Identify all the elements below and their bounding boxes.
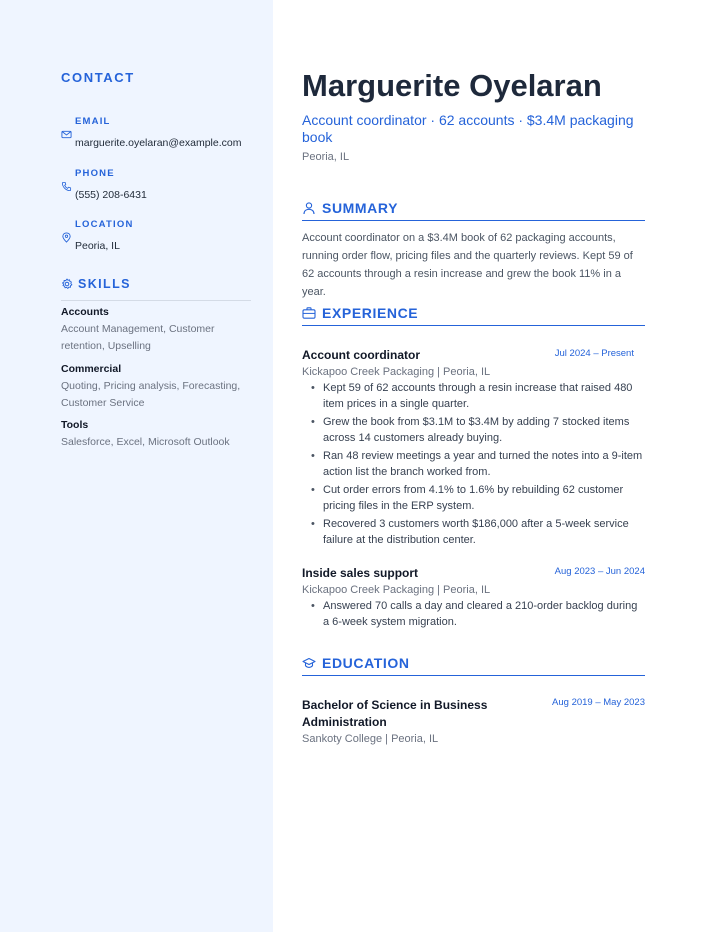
header-location: Peoria, IL (302, 151, 350, 163)
phone-value[interactable]: (555) 208-6431 (75, 189, 147, 201)
skills-heading: SKILLS (78, 277, 131, 291)
job-title: Inside sales support (302, 566, 419, 580)
education-heading: EDUCATION (322, 655, 410, 671)
education-dates: Aug 2019 – May 2023 (552, 697, 645, 708)
summary-text: Account coordinator on a $3.4M book of 62 packaging accounts, running order flow, pricing files and the quarterly reviews. Kept 59 of 62 accounts through a resin increase and grew the book 11% in a year. (302, 232, 633, 298)
experience-heading: EXPERIENCE (322, 305, 419, 321)
summary-header (302, 200, 645, 221)
skill-group-items: Quoting, Pricing analysis, Forecasting, Customer Service (61, 380, 241, 409)
candidate-name: Marguerite Oyelaran (302, 68, 602, 103)
job-dates: Aug 2023 – Jun 2024 (554, 566, 645, 577)
experience-header (302, 305, 645, 326)
degree: Bachelor of Science in Business Administration (302, 698, 488, 729)
location-value: Peoria, IL (75, 240, 120, 252)
gear-icon (61, 278, 73, 290)
briefcase-icon (302, 306, 316, 320)
job-bullet: • Recovered 3 customers worth $186,000 after a 5-week service failure at the distribution center. (302, 516, 645, 548)
graduation-cap-icon (302, 656, 316, 670)
job-title: Account coordinator (302, 348, 421, 362)
skill-group-title: Commercial (61, 363, 122, 375)
job-bullet: • Cut order errors from 4.1% to 1.6% by rebuilding 62 customer pricing files in the ERP system. (302, 482, 645, 514)
skill-group-title: Accounts (61, 306, 109, 318)
job-bullet: • Grew the book from $3.1M to $3.4M by adding 7 stocked items across 14 customers already buying. (302, 414, 645, 446)
location-label: LOCATION (75, 219, 134, 230)
education-header (302, 655, 645, 676)
sidebar (0, 0, 273, 932)
job-bullet: • Kept 59 of 62 accounts through a resin increase that raised 480 item prices in a single quarter. (302, 380, 645, 412)
job-bullet: • Ran 48 review meetings a year and turned the notes into a 9-item action list the branch worked from. (302, 448, 645, 480)
education-org: Sankoty College | Peoria, IL (302, 733, 439, 745)
skill-group-accounts (61, 306, 251, 354)
job-org: Kickapoo Creek Packaging | Peoria, IL (302, 584, 491, 596)
phone-icon (61, 181, 72, 192)
email-label: EMAIL (75, 116, 111, 127)
phone-label: PHONE (75, 168, 115, 179)
summary-heading: SUMMARY (322, 200, 399, 216)
skill-group-title: Tools (61, 419, 89, 431)
map-pin-icon (61, 232, 72, 243)
job-bullet: • Answered 70 calls a day and cleared a 210-order backlog during a 6-week system migration. (302, 598, 645, 630)
headline: Account coordinator · 62 accounts · $3.4M packaging book (302, 112, 634, 145)
skills-header (61, 276, 251, 301)
job-bullets (302, 598, 645, 632)
job-org: Kickapoo Creek Packaging | Peoria, IL (302, 366, 491, 378)
mail-icon (61, 129, 72, 140)
contact-heading: CONTACT (61, 70, 135, 85)
skill-group-commercial (61, 363, 251, 411)
skill-group-items: Account Management, Customer retention, Upselling (61, 323, 215, 352)
skill-group-items: Salesforce, Excel, Microsoft Outlook (61, 436, 230, 448)
skill-group-tools (61, 419, 251, 451)
job-dates: Jul 2024 – Present (554, 348, 634, 359)
email-value[interactable]: marguerite.oyelaran@example.com (75, 137, 242, 149)
job-bullets (302, 380, 645, 550)
user-icon (302, 201, 316, 215)
